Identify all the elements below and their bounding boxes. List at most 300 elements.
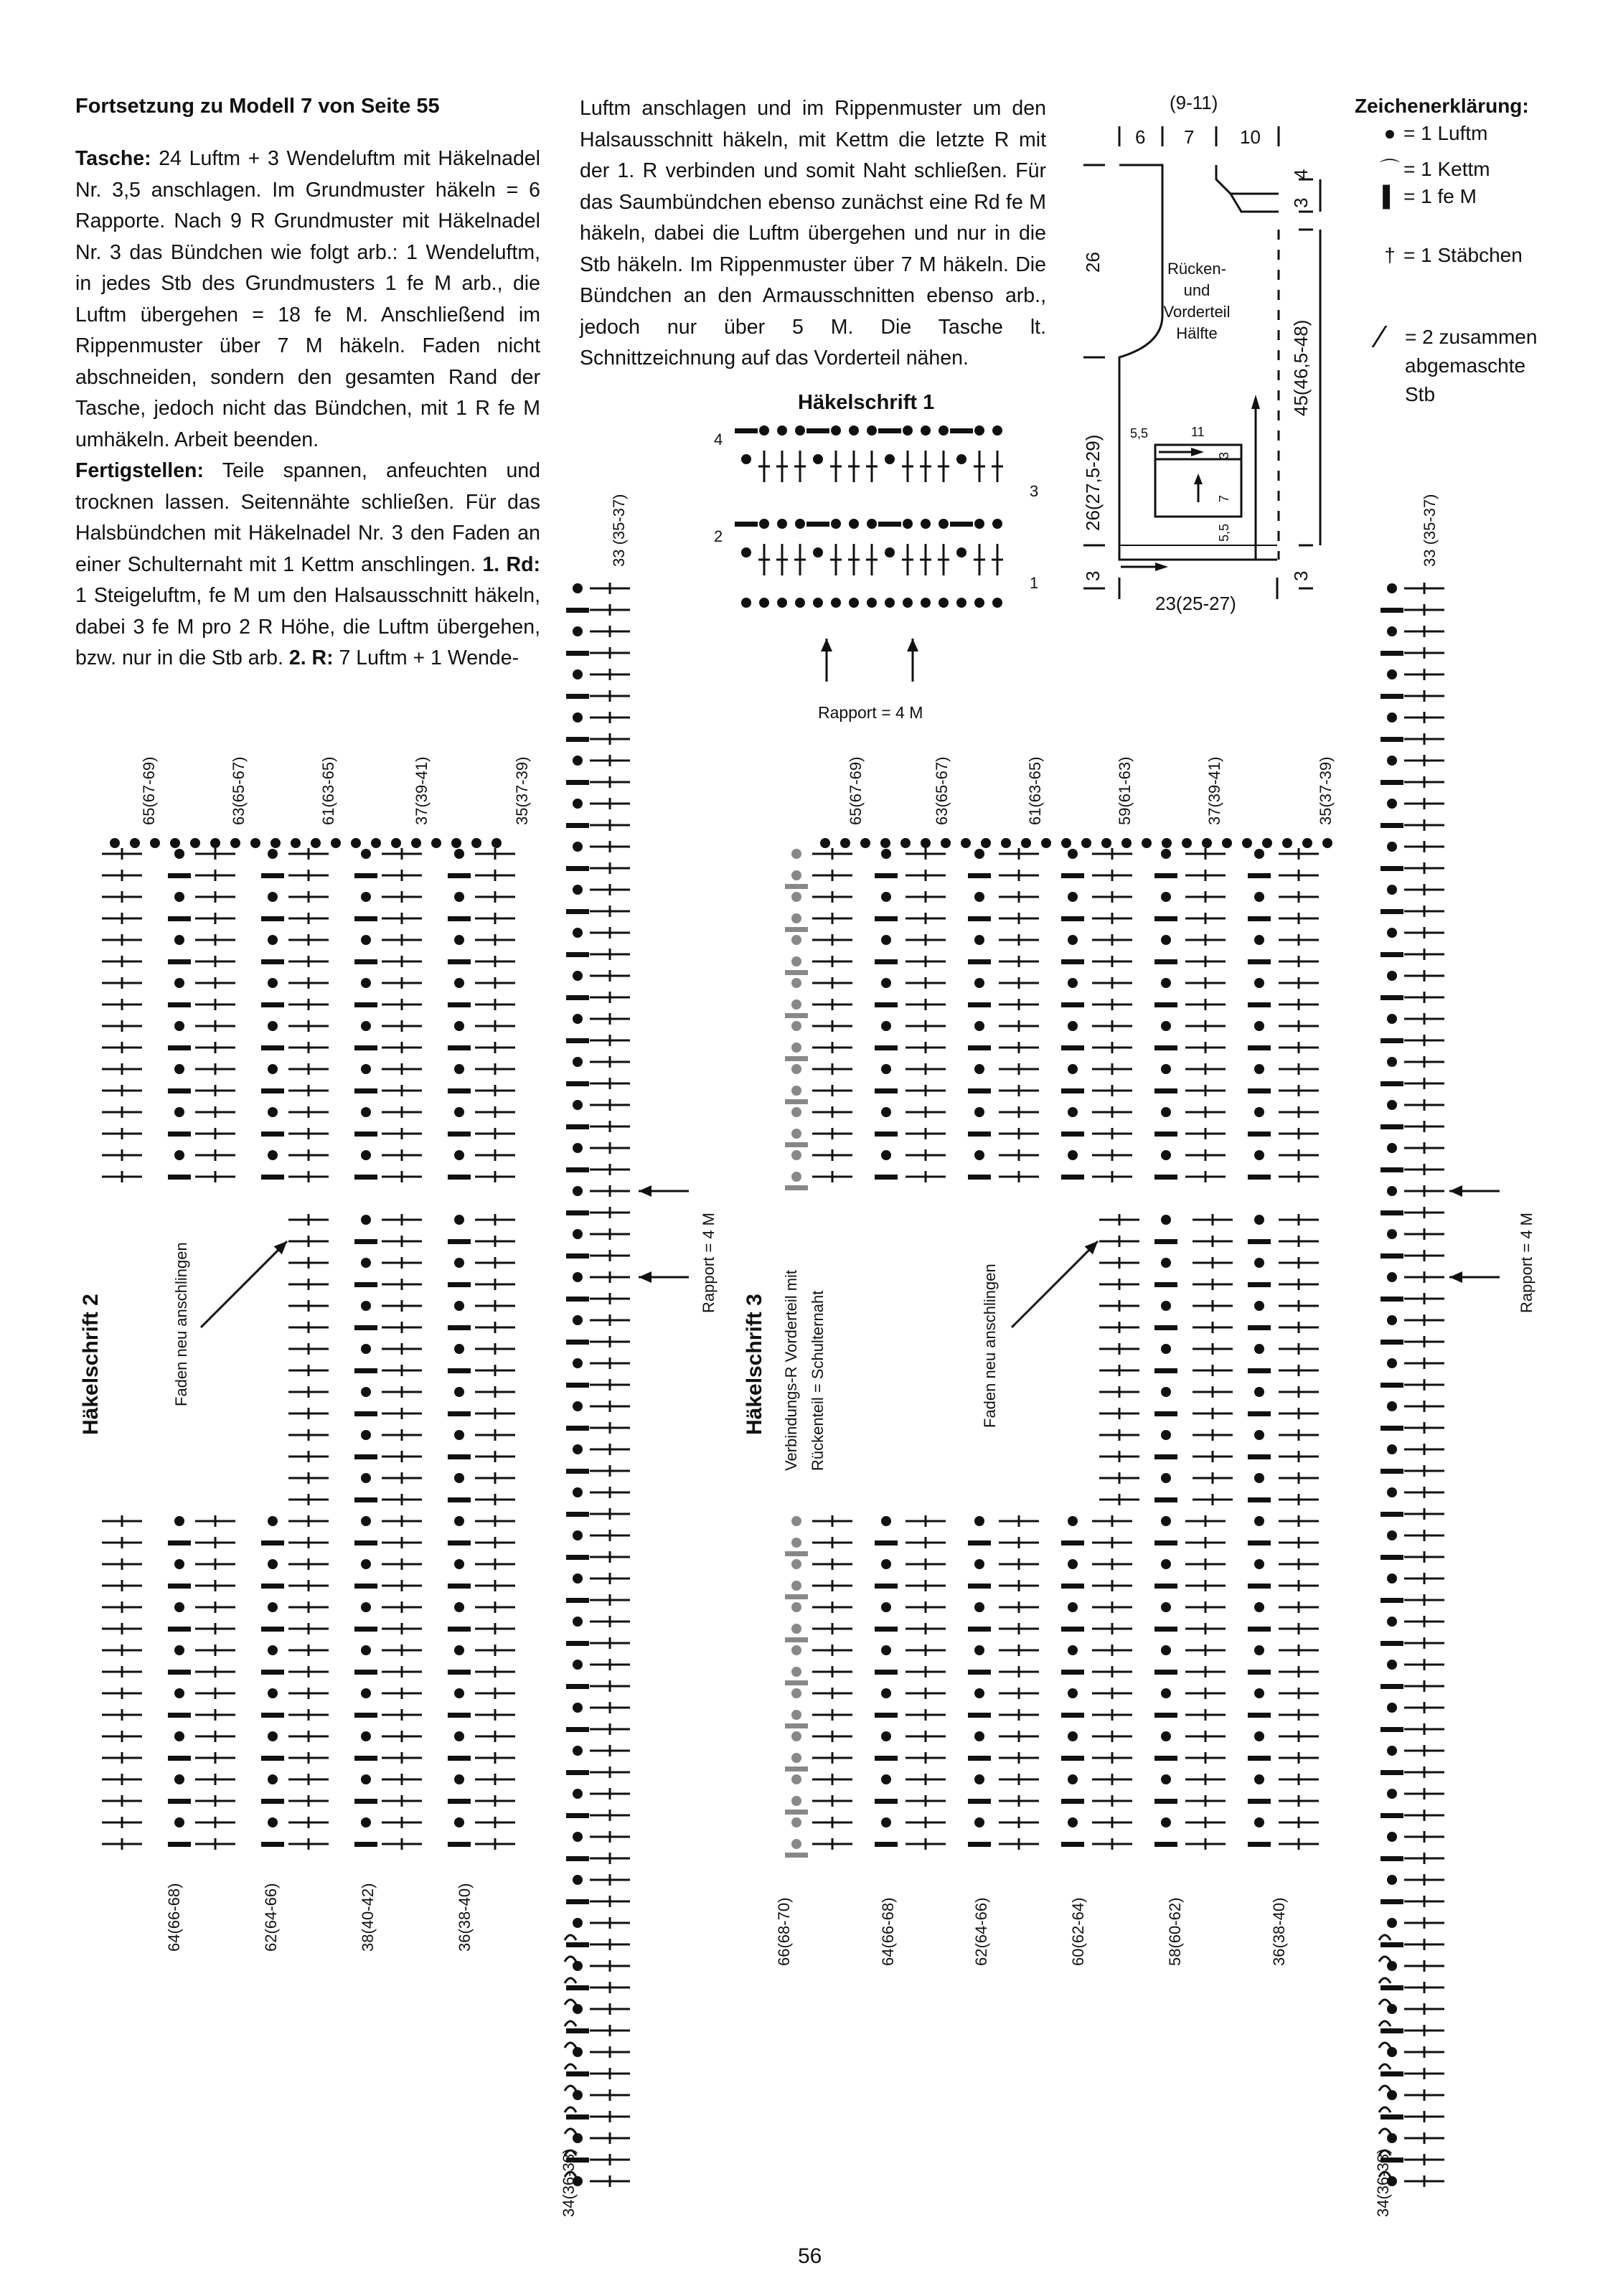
chart2-bottom-label: 62(64-66): [262, 1883, 280, 1952]
double-crochet-mark: [1279, 870, 1319, 881]
single-crochet-mark: [1248, 1282, 1271, 1287]
double-crochet-mark: [812, 1601, 852, 1613]
single-crochet-mark: [1381, 909, 1403, 914]
single-crochet-mark: [1154, 1540, 1177, 1545]
double-crochet-mark: [1404, 1982, 1444, 1993]
double-crochet-mark: [1404, 1379, 1444, 1391]
double-crochet-mark: [999, 1817, 1039, 1828]
double-crochet-mark: [812, 1063, 852, 1075]
double-crochet-mark: [1404, 2025, 1444, 2036]
chain-stitch-mark: [1068, 892, 1078, 902]
chain-stitch-mark: [1161, 892, 1171, 902]
single-crochet-mark: [968, 1584, 991, 1589]
double-crochet-mark: [1185, 1020, 1226, 1032]
double-crochet-mark: [812, 1817, 852, 1828]
double-crochet-mark: [1404, 1336, 1444, 1347]
double-crochet-mark: [1092, 999, 1132, 1010]
double-crochet-mark: [1099, 1429, 1139, 1441]
double-crochet-mark: [906, 1731, 946, 1742]
chain-stitch-mark: [1387, 2004, 1397, 2014]
chain-stitch-mark: [1161, 1473, 1171, 1483]
chain-stitch-mark: [791, 870, 801, 880]
double-crochet-mark: [1092, 1688, 1132, 1699]
chain-stitch-mark: [1387, 1057, 1397, 1067]
single-crochet-mark: [1381, 1813, 1403, 1818]
double-crochet-mark: [812, 1149, 852, 1161]
chain-stitch-mark: [791, 849, 801, 859]
legend-kettm-label: = 1 Kettm: [1403, 158, 1490, 180]
double-crochet-mark: [1185, 999, 1226, 1010]
double-crochet-mark: [999, 848, 1039, 860]
double-crochet-mark: [1404, 2154, 1444, 2165]
single-crochet-mark: [1381, 823, 1403, 828]
chain-stitch-mark: [921, 838, 931, 848]
double-crochet-mark: [1404, 1960, 1444, 1972]
single-crochet-mark: [875, 1540, 898, 1545]
double-crochet-mark: [812, 1128, 852, 1139]
double-crochet-mark: [1099, 1343, 1139, 1355]
double-crochet-mark: [999, 1149, 1039, 1161]
double-crochet-mark: [906, 1795, 946, 1807]
chain-stitch-mark: [1254, 1258, 1264, 1268]
single-crochet-mark: [1248, 1411, 1271, 1416]
chain-stitch-mark: [974, 849, 984, 859]
chain-stitch-mark: [974, 1107, 984, 1117]
cross-icon: †: [1384, 244, 1396, 266]
single-crochet-mark: [1381, 1942, 1403, 1947]
chain-stitch-mark: [974, 1645, 984, 1655]
pocket-55b: 5,5: [1217, 523, 1231, 542]
double-crochet-mark: [812, 848, 852, 860]
chain-stitch-mark: [1387, 712, 1397, 723]
single-crochet-mark: [1061, 1584, 1084, 1589]
single-crochet-mark: [1381, 1856, 1403, 1861]
chain-stitch-mark: [791, 1667, 801, 1677]
double-crochet-mark: [1092, 1623, 1132, 1634]
single-crochet-mark: [785, 1637, 808, 1642]
slip-stitch-mark: [1379, 2043, 1391, 2048]
single-crochet-mark: [1381, 1253, 1403, 1258]
chain-stitch-mark: [881, 1645, 891, 1655]
single-crochet-mark: [1248, 1842, 1271, 1847]
double-crochet-mark: [1404, 626, 1444, 637]
single-crochet-mark: [1061, 1540, 1084, 1545]
double-crochet-mark: [906, 934, 946, 946]
double-crochet-mark: [1092, 1020, 1132, 1032]
double-crochet-mark: [1404, 1056, 1444, 1068]
double-crochet-mark: [1185, 1537, 1226, 1548]
double-crochet-mark: [1193, 1236, 1233, 1247]
double-crochet-mark: [1185, 1063, 1226, 1075]
dim-6: 6: [1135, 126, 1146, 148]
schematic-center-1: Rücken-: [1167, 260, 1226, 278]
chart3-top-label: 35(37-39): [1317, 756, 1335, 825]
double-crochet-mark: [1099, 1300, 1139, 1312]
double-crochet-mark: [1404, 970, 1444, 982]
double-crochet-mark: [1099, 1408, 1139, 1419]
chart2-title: Häkelschrift 2: [79, 1294, 103, 1435]
single-crochet-mark: [785, 1099, 808, 1104]
slip-stitch-mark: [1379, 2000, 1391, 2005]
double-crochet-mark: [1404, 1853, 1444, 1864]
double-crochet-mark: [1279, 1666, 1319, 1678]
single-crochet-mark: [1248, 1045, 1271, 1050]
double-crochet-mark: [1404, 1078, 1444, 1089]
chain-stitch-mark: [1387, 1918, 1397, 1928]
double-crochet-mark: [1279, 913, 1319, 924]
double-crochet-mark: [1279, 1752, 1319, 1764]
double-crochet-mark: [1092, 1171, 1132, 1182]
double-crochet-mark: [1404, 949, 1444, 960]
double-crochet-mark: [906, 1666, 946, 1678]
single-crochet-mark: [1381, 1297, 1403, 1302]
double-crochet-mark: [1404, 1745, 1444, 1756]
chain-stitch-mark: [881, 1774, 891, 1784]
chain-stitch-mark: [1387, 885, 1397, 895]
double-crochet-mark: [812, 1558, 852, 1570]
double-crochet-mark: [1279, 977, 1319, 989]
double-crochet-mark: [999, 1752, 1039, 1764]
dim-26: 26: [1082, 252, 1104, 273]
double-crochet-mark: [1092, 1752, 1132, 1764]
chain-stitch-mark: [1121, 838, 1132, 848]
double-crochet-mark: [1404, 2046, 1444, 2058]
double-crochet-mark: [1099, 1322, 1139, 1333]
double-crochet-mark: [999, 1666, 1039, 1678]
bar-icon: ▌: [1383, 185, 1397, 207]
double-crochet-mark: [999, 1020, 1039, 1032]
legend-fem-label: = 1 fe M: [1403, 185, 1477, 207]
double-crochet-mark: [906, 891, 946, 903]
double-crochet-mark: [1404, 819, 1444, 831]
chain-stitch-mark: [1161, 1258, 1171, 1268]
chain-stitch-mark: [1182, 838, 1192, 848]
double-crochet-mark: [1404, 1917, 1444, 1929]
chain-stitch-mark: [1302, 838, 1312, 848]
chain-stitch-mark: [1254, 978, 1264, 988]
double-crochet-mark: [1092, 1601, 1132, 1613]
double-crochet-mark: [1092, 1106, 1132, 1118]
single-crochet-mark: [785, 1594, 808, 1599]
pocket-width: 11: [1191, 425, 1205, 439]
double-crochet-mark: [1185, 913, 1226, 924]
chain-stitch-mark: [1387, 2090, 1397, 2100]
chain-stitch-mark: [1061, 838, 1071, 848]
double-crochet-mark: [906, 870, 946, 881]
single-crochet-mark: [1061, 1131, 1084, 1137]
double-crochet-mark: [1279, 1537, 1319, 1548]
double-crochet-mark: [1279, 1494, 1319, 1505]
chain-stitch-mark: [1161, 1215, 1171, 1225]
double-crochet-mark: [1279, 1601, 1319, 1613]
schematic-center-3: Vorderteil: [1163, 303, 1231, 321]
double-crochet-mark: [1193, 1343, 1233, 1355]
double-crochet-mark: [1185, 1558, 1226, 1570]
single-crochet-mark: [1381, 2071, 1403, 2076]
chain-stitch-mark: [881, 1150, 891, 1160]
double-crochet-mark: [1279, 1236, 1319, 1247]
double-crochet-mark: [1404, 1810, 1444, 1821]
single-crochet-mark: [875, 959, 898, 964]
double-crochet-mark: [999, 1795, 1039, 1807]
chain-stitch-mark: [1387, 2047, 1397, 2057]
chain-stitch-mark: [1081, 838, 1091, 848]
double-crochet-mark: [812, 891, 852, 903]
double-crochet-mark: [1404, 905, 1444, 917]
double-crochet-mark: [1404, 669, 1444, 680]
dot-icon: ●: [1383, 122, 1396, 144]
double-crochet-mark: [1404, 1293, 1444, 1304]
double-crochet-mark: [999, 891, 1039, 903]
chain-stitch-mark: [1387, 1401, 1397, 1411]
chain-stitch-mark: [881, 1688, 891, 1698]
chain-stitch-mark: [1142, 838, 1152, 848]
chain-stitch-mark: [1387, 1789, 1397, 1799]
double-crochet-mark: [906, 913, 946, 924]
double-crochet-mark: [1092, 870, 1132, 881]
chain-stitch-mark: [880, 838, 890, 848]
chain-stitch-mark: [1161, 1602, 1171, 1612]
chain-stitch-mark: [1254, 1021, 1264, 1031]
double-crochet-mark: [1404, 1185, 1444, 1197]
chain-stitch-mark: [791, 1710, 801, 1720]
double-crochet-mark: [1193, 1365, 1233, 1376]
double-crochet-mark: [906, 1063, 946, 1075]
double-crochet-mark: [1185, 1774, 1226, 1785]
double-crochet-mark: [1279, 1322, 1319, 1333]
schematic-center-4: Hälfte: [1176, 324, 1218, 342]
double-crochet-mark: [812, 999, 852, 1010]
chart3-top-label: 65(67-69): [847, 756, 865, 825]
chart3-bottom-label: 34(36-38): [1374, 2148, 1392, 2217]
single-crochet-mark: [1154, 1454, 1177, 1459]
single-crochet-mark: [1248, 959, 1271, 964]
double-crochet-mark: [1279, 1128, 1319, 1139]
slip-stitch-mark: [1379, 1978, 1391, 1983]
chain-stitch-mark: [1161, 1817, 1171, 1827]
double-crochet-mark: [1404, 1594, 1444, 1606]
single-crochet-mark: [1248, 1088, 1271, 1093]
single-crochet-mark: [1381, 780, 1403, 785]
fertigstellen-label: Fertigstellen:: [75, 459, 204, 482]
double-crochet-mark: [1279, 1451, 1319, 1462]
single-crochet-mark: [785, 1680, 808, 1685]
chain-stitch-mark: [860, 838, 870, 848]
slip-stitch-mark: [1379, 1957, 1391, 1962]
chain-stitch-mark: [1161, 1430, 1171, 1440]
double-crochet-mark: [1092, 891, 1132, 903]
page-number: 56: [798, 2244, 822, 2268]
double-crochet-mark: [1092, 1580, 1132, 1591]
double-crochet-mark: [812, 956, 852, 967]
single-crochet-mark: [1381, 995, 1403, 1000]
double-crochet-mark: [812, 934, 852, 946]
chain-stitch-mark: [791, 1150, 801, 1160]
double-crochet-mark: [906, 1774, 946, 1785]
double-crochet-mark: [1185, 1171, 1226, 1182]
single-crochet-mark: [1381, 1167, 1403, 1172]
single-crochet-mark: [1248, 1325, 1271, 1330]
dim-3-top: 3: [1290, 197, 1312, 208]
double-crochet-mark: [1099, 1451, 1139, 1462]
double-crochet-mark: [1092, 1666, 1132, 1678]
chain-stitch-mark: [961, 838, 971, 848]
fertigstellen-text: Teile spannen, anfeuchten und trocknen lassen. Seitennähte schließen. Für das Halsbündchen mit Häkelnadel Nr. 3 den Faden an einer Schulternaht mit 1 Kettm anschlingen.: [75, 459, 540, 576]
double-crochet-mark: [1092, 1838, 1132, 1850]
single-crochet-mark: [1248, 916, 1271, 921]
double-crochet-mark: [1404, 884, 1444, 895]
single-crochet-mark: [1248, 1175, 1271, 1180]
chain-stitch-mark: [1254, 1688, 1264, 1698]
double-crochet-mark: [1193, 1429, 1233, 1441]
chain-stitch-mark: [1001, 838, 1011, 848]
single-crochet-mark: [968, 1670, 991, 1675]
chart2-top-label: 37(39-41): [413, 756, 431, 825]
double-crochet-mark: [1279, 1386, 1319, 1398]
double-crochet-mark: [1279, 1042, 1319, 1053]
chain-stitch-mark: [791, 1731, 801, 1741]
chart3-sub2: Rückenteil = Schulternaht: [809, 1290, 827, 1471]
double-crochet-mark: [1279, 1623, 1319, 1634]
chain-stitch-mark: [791, 913, 801, 923]
chart1-title: Häkelschrift 1: [798, 391, 935, 414]
row-2-label: 2. R:: [288, 646, 334, 669]
chain-stitch-mark: [791, 1107, 801, 1117]
double-crochet-mark: [812, 1580, 852, 1591]
chain-stitch-mark: [1387, 1143, 1397, 1153]
chain-stitch-mark: [1068, 935, 1078, 945]
double-crochet-mark: [1185, 1688, 1226, 1699]
double-crochet-mark: [812, 1731, 852, 1742]
single-crochet-mark: [785, 1142, 808, 1147]
chain-stitch-mark: [1162, 838, 1172, 848]
double-crochet-mark: [1092, 1795, 1132, 1807]
single-crochet-mark: [1061, 1045, 1084, 1050]
chain-stitch-mark: [1254, 1215, 1264, 1225]
double-crochet-mark: [1279, 1063, 1319, 1075]
chain-stitch-mark: [974, 1774, 984, 1784]
double-crochet-mark: [1404, 1508, 1444, 1520]
single-crochet-mark: [1154, 916, 1177, 921]
chain-stitch-mark: [791, 1043, 801, 1053]
chart3-top-label: 63(65-67): [933, 756, 951, 825]
chart2-bottom-label: 34(36-38): [560, 2148, 578, 2217]
chain-stitch-mark: [881, 978, 891, 988]
chain-stitch-mark: [1254, 892, 1264, 902]
chain-stitch-mark: [1254, 1430, 1264, 1440]
single-crochet-mark: [1381, 1770, 1403, 1775]
slip-stitch-mark: [1379, 2129, 1391, 2134]
double-crochet-mark: [999, 1106, 1039, 1118]
chain-stitch-mark: [941, 838, 951, 848]
double-crochet-mark: [1099, 1386, 1139, 1398]
double-crochet-mark: [1404, 690, 1444, 702]
double-crochet-mark: [906, 1688, 946, 1699]
chain-stitch-mark: [791, 1688, 801, 1698]
chain-stitch-mark: [981, 838, 991, 848]
chain-stitch-mark: [974, 1559, 984, 1569]
chain-stitch-mark: [1068, 1107, 1078, 1117]
single-crochet-mark: [1154, 1627, 1177, 1632]
double-crochet-mark: [1279, 1343, 1319, 1355]
double-crochet-mark: [1279, 1429, 1319, 1441]
double-crochet-mark: [1279, 1365, 1319, 1376]
chain-stitch-mark: [974, 935, 984, 945]
double-crochet-mark: [1279, 1515, 1319, 1527]
double-crochet-mark: [906, 1149, 946, 1161]
chain-stitch-mark: [1254, 935, 1264, 945]
chain-stitch-mark: [1068, 1688, 1078, 1698]
double-crochet-mark: [1404, 992, 1444, 1003]
single-crochet-mark: [1381, 1684, 1403, 1689]
double-crochet-mark: [906, 848, 946, 860]
chain-stitch-mark: [881, 935, 891, 945]
chain-stitch-mark: [1254, 1602, 1264, 1612]
chain-stitch-mark: [1068, 1817, 1078, 1827]
chain-stitch-mark: [974, 892, 984, 902]
single-crochet-mark: [1154, 1497, 1177, 1502]
chart1-row-3: 3: [1030, 482, 1039, 500]
chain-stitch-mark: [1254, 1107, 1264, 1117]
chain-stitch-mark: [791, 1774, 801, 1784]
double-crochet-mark: [1099, 1279, 1139, 1290]
single-crochet-mark: [785, 1810, 808, 1815]
chain-stitch-mark: [1254, 1344, 1264, 1354]
double-crochet-mark: [1092, 934, 1132, 946]
chain-stitch-mark: [1387, 1358, 1397, 1368]
double-crochet-mark: [1185, 1085, 1226, 1096]
double-crochet-mark: [1404, 841, 1444, 852]
double-crochet-mark: [1279, 1300, 1319, 1312]
double-crochet-mark: [999, 934, 1039, 946]
double-crochet-mark: [1185, 1838, 1226, 1850]
chart2-bottom-label: 38(40-42): [359, 1883, 377, 1952]
double-crochet-mark: [999, 1623, 1039, 1634]
chain-stitch-mark: [974, 978, 984, 988]
double-crochet-mark: [1404, 1896, 1444, 1907]
chain-stitch-mark: [1387, 1487, 1397, 1497]
chart3-bottom-label: 36(38-40): [1270, 1897, 1288, 1966]
double-crochet-mark: [1193, 1386, 1233, 1398]
double-crochet-mark: [1404, 647, 1444, 659]
chain-stitch-mark: [791, 1796, 801, 1806]
double-crochet-mark: [1092, 977, 1132, 989]
double-crochet-mark: [1279, 1408, 1319, 1419]
double-crochet-mark: [1404, 1702, 1444, 1713]
chain-stitch-mark: [791, 1645, 801, 1655]
single-crochet-mark: [1381, 866, 1403, 871]
single-crochet-mark: [785, 1853, 808, 1858]
double-crochet-mark: [1404, 2175, 1444, 2187]
single-crochet-mark: [1154, 959, 1177, 964]
chain-stitch-mark: [974, 1021, 984, 1031]
double-crochet-mark: [906, 1838, 946, 1850]
single-crochet-mark: [1061, 959, 1084, 964]
single-crochet-mark: [968, 1799, 991, 1804]
double-crochet-mark: [1185, 1795, 1226, 1807]
chain-stitch-mark: [1387, 1703, 1397, 1713]
double-crochet-mark: [1279, 1580, 1319, 1591]
double-crochet-mark: [812, 1645, 852, 1656]
single-crochet-mark: [1248, 873, 1271, 878]
chart1-row-4: 4: [714, 430, 723, 448]
chain-stitch-mark: [791, 999, 801, 1010]
chain-stitch-mark: [791, 978, 801, 988]
double-crochet-mark: [999, 977, 1039, 989]
chain-stitch-mark: [1387, 1573, 1397, 1584]
chain-stitch-mark: [974, 1602, 984, 1612]
single-crochet-mark: [1381, 1512, 1403, 1517]
